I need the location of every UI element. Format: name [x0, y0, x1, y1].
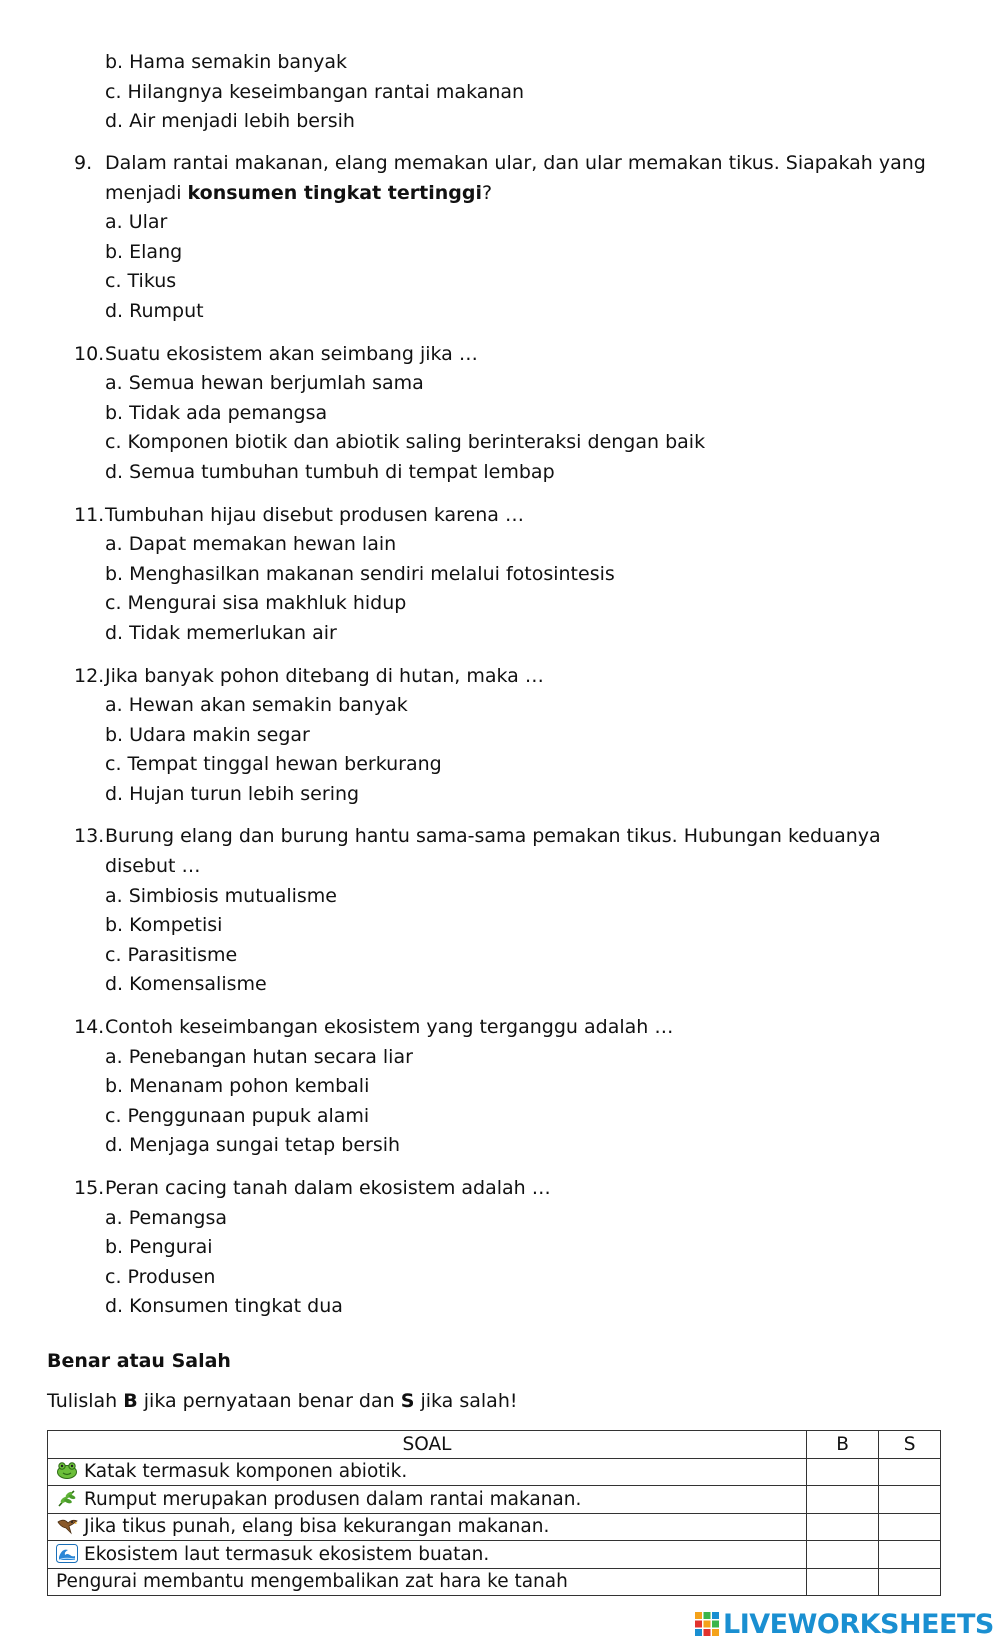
question-text-part: Jika banyak pohon ditebang di hutan, maka …	[105, 664, 544, 687]
option-list	[74, 208, 954, 326]
answer-cell-s[interactable]	[879, 1486, 941, 1514]
question-text-part: Dalam rantai makanan, elang memakan ular, dan ular memakan tikus. Siapakah yang menjadi	[105, 152, 926, 204]
section-title: Benar atau Salah	[47, 1350, 231, 1372]
option-text: c. Penggunaan pupuk alami	[105, 1104, 370, 1127]
instruction-part: jika pernyataan benar dan	[137, 1390, 401, 1412]
table-row	[48, 1513, 941, 1541]
question-line	[74, 501, 954, 531]
answer-cell-s[interactable]	[879, 1513, 941, 1541]
question-text	[105, 149, 954, 208]
option-text: a. Ular	[105, 211, 168, 234]
option-text: d. Hujan turun lebih sering	[105, 782, 360, 805]
option-text: b. Elang	[105, 240, 183, 263]
option-text: a. Penebangan hutan secara liar	[105, 1045, 413, 1068]
option-text: c. Produsen	[105, 1265, 216, 1288]
option-text: c. Komponen biotik dan abiotik saling berinteraksi dengan baik	[105, 431, 706, 454]
option-text: c. Parasitisme	[105, 943, 238, 966]
logo-grid-icon	[694, 1611, 720, 1637]
option-text: b. Kompetisi	[105, 914, 223, 937]
question-text-part: Contoh keseimbangan ekosistem yang terganggu adalah …	[105, 1016, 674, 1039]
option-text: c. Hilangnya keseimbangan rantai makanan	[105, 80, 525, 103]
instruction-key-b: B	[123, 1390, 138, 1412]
option-list	[74, 1204, 954, 1322]
wave-icon	[56, 1544, 84, 1565]
answer-cell-b[interactable]	[806, 1513, 878, 1541]
question-text	[105, 1013, 954, 1043]
header-s: S	[879, 1431, 941, 1459]
question-line	[74, 340, 954, 370]
option-text: a. Semua hewan berjumlah sama	[105, 372, 424, 395]
instruction-part: Tulislah	[47, 1390, 124, 1412]
option-text: a. Dapat memakan hewan lain	[105, 533, 397, 556]
header-b: B	[806, 1431, 878, 1459]
answer-cell-b[interactable]	[806, 1486, 878, 1514]
question-number: 13.	[74, 825, 105, 848]
eagle-icon	[56, 1516, 84, 1537]
question-item	[74, 149, 954, 327]
question-line	[74, 149, 954, 208]
table-row	[48, 1458, 941, 1486]
option-text: c. Tikus	[105, 270, 177, 293]
option-text: c. Mengurai sisa makhluk hidup	[105, 592, 407, 615]
question-number: 10.	[74, 342, 105, 365]
question-number: 15.	[74, 1177, 105, 1199]
header-soal: SOAL	[48, 1431, 807, 1459]
question-item	[74, 501, 954, 649]
option-text: d. Semua tumbuhan tumbuh di tempat lembap	[105, 460, 555, 483]
statement-text: Rumput merupakan produsen dalam rantai makanan.	[84, 1488, 582, 1510]
option-text: d. Rumput	[105, 299, 204, 322]
question-item	[74, 822, 954, 1000]
question-item	[74, 340, 954, 488]
table-row	[48, 1486, 941, 1514]
question-line	[74, 662, 954, 692]
statement-cell	[48, 1541, 807, 1569]
true-false-table	[47, 1430, 941, 1596]
option-text: b. Pengurai	[105, 1236, 213, 1259]
option-text: b. Hama semakin banyak	[105, 51, 347, 73]
carryover-options	[105, 48, 524, 137]
option-text: b. Menanam pohon kembali	[105, 1075, 370, 1098]
option-list	[74, 691, 954, 809]
question-item	[74, 1013, 954, 1161]
option-text: a. Hewan akan semakin banyak	[105, 694, 408, 717]
question-number: 14.	[74, 1016, 105, 1039]
statement-text: Katak termasuk komponen abiotik.	[84, 1461, 408, 1483]
question-line	[74, 822, 954, 881]
question-line	[74, 1174, 954, 1204]
option-list	[74, 882, 954, 1000]
question-item	[74, 1174, 954, 1322]
statement-text: Ekosistem laut termasuk ekosistem buatan.	[84, 1543, 490, 1565]
question-text-part: ?	[481, 181, 493, 204]
option-text: a. Simbiosis mutualisme	[105, 884, 337, 907]
question-text-part: Burung elang dan burung hantu sama-sama pemakan tikus. Hubungan keduanya disebut …	[105, 825, 881, 878]
option-text: b. Udara makin segar	[105, 723, 310, 746]
liveworksheets-logo[interactable]	[694, 1608, 994, 1640]
option-text: d. Menjaga sungai tetap bersih	[105, 1134, 401, 1157]
question-text	[105, 822, 954, 881]
question-text	[105, 1174, 954, 1204]
option-text: c. Tempat tinggal hewan berkurang	[105, 753, 442, 776]
answer-cell-b[interactable]	[806, 1568, 878, 1596]
question-list	[74, 149, 954, 1335]
statement-text: Pengurai membantu mengembalikan zat hara ke tanah	[56, 1571, 568, 1593]
question-line	[74, 1013, 954, 1043]
instruction-key-s: S	[400, 1390, 415, 1412]
question-emphasis: konsumen tingkat tertinggi	[187, 181, 482, 204]
question-text	[105, 340, 954, 370]
answer-cell-s[interactable]	[879, 1458, 941, 1486]
statement-cell	[48, 1486, 807, 1514]
question-number: 9.	[74, 152, 93, 174]
answer-cell-b[interactable]	[806, 1541, 878, 1569]
option-text: b. Tidak ada pemangsa	[105, 401, 328, 424]
option-text: b. Menghasilkan makanan sendiri melalui fotosintesis	[105, 562, 615, 585]
answer-cell-b[interactable]	[806, 1458, 878, 1486]
option-text: d. Tidak memerlukan air	[105, 621, 337, 644]
statement-cell	[48, 1513, 807, 1541]
question-number: 11.	[74, 503, 105, 526]
answer-cell-s[interactable]	[879, 1541, 941, 1569]
answer-cell-s[interactable]	[879, 1568, 941, 1596]
statement-cell	[48, 1458, 807, 1486]
table-row	[48, 1568, 941, 1596]
herb-icon	[56, 1489, 84, 1510]
statement-text: Jika tikus punah, elang bisa kekurangan makanan.	[84, 1516, 550, 1538]
table-header-row	[48, 1431, 941, 1459]
question-text-part: Suatu ekosistem akan seimbang jika …	[105, 342, 478, 365]
option-text: d. Konsumen tingkat dua	[105, 1295, 343, 1318]
option-list	[74, 530, 954, 648]
option-list	[74, 369, 954, 487]
question-text	[105, 662, 954, 692]
question-text-part: Tumbuhan hijau disebut produsen karena …	[105, 503, 524, 526]
instruction-part: jika salah!	[414, 1390, 518, 1412]
option-text: a. Pemangsa	[105, 1206, 227, 1229]
table-row	[48, 1541, 941, 1569]
statement-cell	[48, 1568, 807, 1596]
logo-text: LIVEWORKSHEETS	[723, 1608, 994, 1640]
question-text	[105, 501, 954, 531]
question-number: 12.	[74, 664, 105, 687]
instruction-text	[47, 1390, 517, 1412]
question-text-part: Peran cacing tanah dalam ekosistem adalah …	[105, 1177, 551, 1199]
option-list	[74, 1043, 954, 1161]
question-item	[74, 662, 954, 810]
option-text: d. Komensalisme	[105, 973, 267, 996]
option-text: d. Air menjadi lebih bersih	[105, 110, 355, 133]
frog-icon	[56, 1461, 84, 1482]
